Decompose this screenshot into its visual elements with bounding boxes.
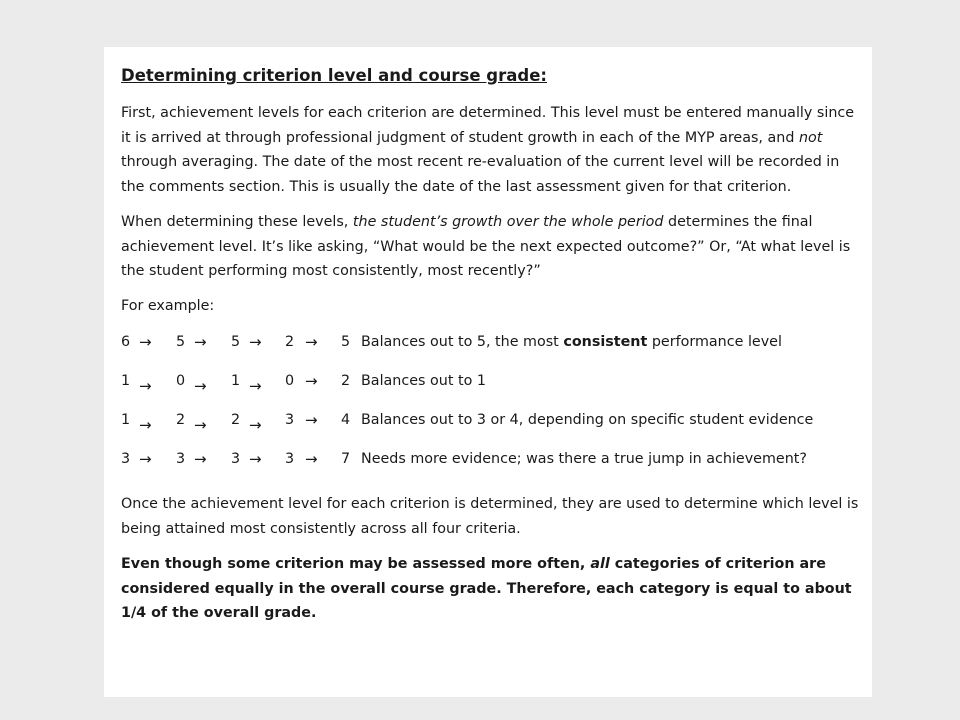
document-page (104, 47, 872, 697)
document-body (121, 65, 861, 626)
level-value: 3 (231, 451, 241, 467)
example-row (121, 408, 861, 432)
example-list (121, 330, 861, 471)
arrow-right-icon: → (305, 333, 318, 351)
arrow-right-icon: → (305, 372, 318, 390)
arrow-right-icon: → (139, 333, 152, 351)
level-value: 2 (285, 334, 295, 350)
description-text: Balances out to 5, the most (361, 334, 564, 350)
paragraph-once-determined: Once the achievement level for each criterion is determined, they are used to determine which level is being attained most consistently across all four criteria. (121, 496, 859, 537)
emphasis-text: not (798, 129, 823, 146)
paragraph-for-example: For example: (121, 297, 215, 314)
arrow-right-icon: → (249, 377, 262, 395)
description-text: Balances out to 3 or 4, depending on specific student evidence (361, 412, 814, 428)
example-description (361, 408, 813, 432)
description-text: Needs more evidence; was there a true jump in achievement? (361, 451, 807, 467)
paragraph-text: First, achievement levels for each criterion are determined. This level must be entered manually since it is arrived at through professional judgment of student growth in each of the MYP areas, and (121, 105, 855, 146)
example-description (361, 369, 486, 393)
example-description (361, 330, 782, 354)
level-value: 3 (285, 412, 295, 428)
level-value: 5 (176, 334, 186, 350)
example-row (121, 369, 861, 393)
arrow-right-icon: → (139, 377, 152, 395)
level-value: 1 (121, 412, 131, 428)
arrow-right-icon: → (139, 416, 152, 434)
description-text: performance level (647, 334, 782, 350)
level-value: 2 (176, 412, 186, 428)
level-value: 2 (231, 412, 241, 428)
paragraph-achievement-levels (121, 101, 861, 199)
paragraph-text: categories of criterion are considered equally in the overall course grade. Therefore, each category is equal to about 1/4 of the overall grade. (121, 556, 852, 621)
paragraph-text: through averaging. The date of the most recent re-evaluation of the current level will be recorded in the comments section. This is usually the date of the last assessment given for that criterion. (121, 154, 840, 195)
level-value: 5 (231, 334, 241, 350)
emphasis-text: the student’s growth over the whole period (352, 214, 664, 230)
arrow-right-icon: → (305, 411, 318, 429)
paragraph-text: Even though some criterion may be assessed more often, (121, 556, 591, 572)
arrow-right-icon: → (194, 377, 207, 395)
arrow-right-icon: → (194, 333, 207, 351)
paragraph-equal-weighting (121, 552, 861, 626)
document-title: Determining criterion level and course grade: (121, 66, 547, 85)
example-row (121, 330, 861, 354)
level-value: 0 (176, 373, 186, 389)
arrow-right-icon: → (194, 416, 207, 434)
arrow-right-icon: → (139, 450, 152, 468)
arrow-right-icon: → (249, 333, 262, 351)
paragraph-text: When determining these levels, (121, 214, 353, 230)
arrow-right-icon: → (305, 450, 318, 468)
arrow-right-icon: → (249, 450, 262, 468)
level-value: 7 (341, 451, 351, 467)
level-value: 0 (285, 373, 295, 389)
level-value: 1 (231, 373, 241, 389)
arrow-right-icon: → (249, 416, 262, 434)
description-text: Balances out to 1 (361, 373, 486, 389)
level-value: 4 (341, 412, 351, 428)
example-description (361, 447, 807, 471)
level-value: 6 (121, 334, 131, 350)
level-value: 5 (341, 334, 351, 350)
level-value: 2 (341, 373, 351, 389)
arrow-right-icon: → (194, 450, 207, 468)
example-row (121, 447, 861, 471)
level-value: 3 (176, 451, 186, 467)
level-value: 3 (121, 451, 131, 467)
paragraph-text: determines the final achievement level. It’s like asking, “What would be the next expected outcome?” Or, “At what level is the student performing most consistently, most recently?” (121, 214, 851, 279)
description-bold-text: consistent (563, 334, 648, 350)
level-value: 1 (121, 373, 131, 389)
level-value: 3 (285, 451, 295, 467)
paragraph-determining-levels (121, 210, 861, 284)
emphasis-text: all (590, 556, 610, 572)
